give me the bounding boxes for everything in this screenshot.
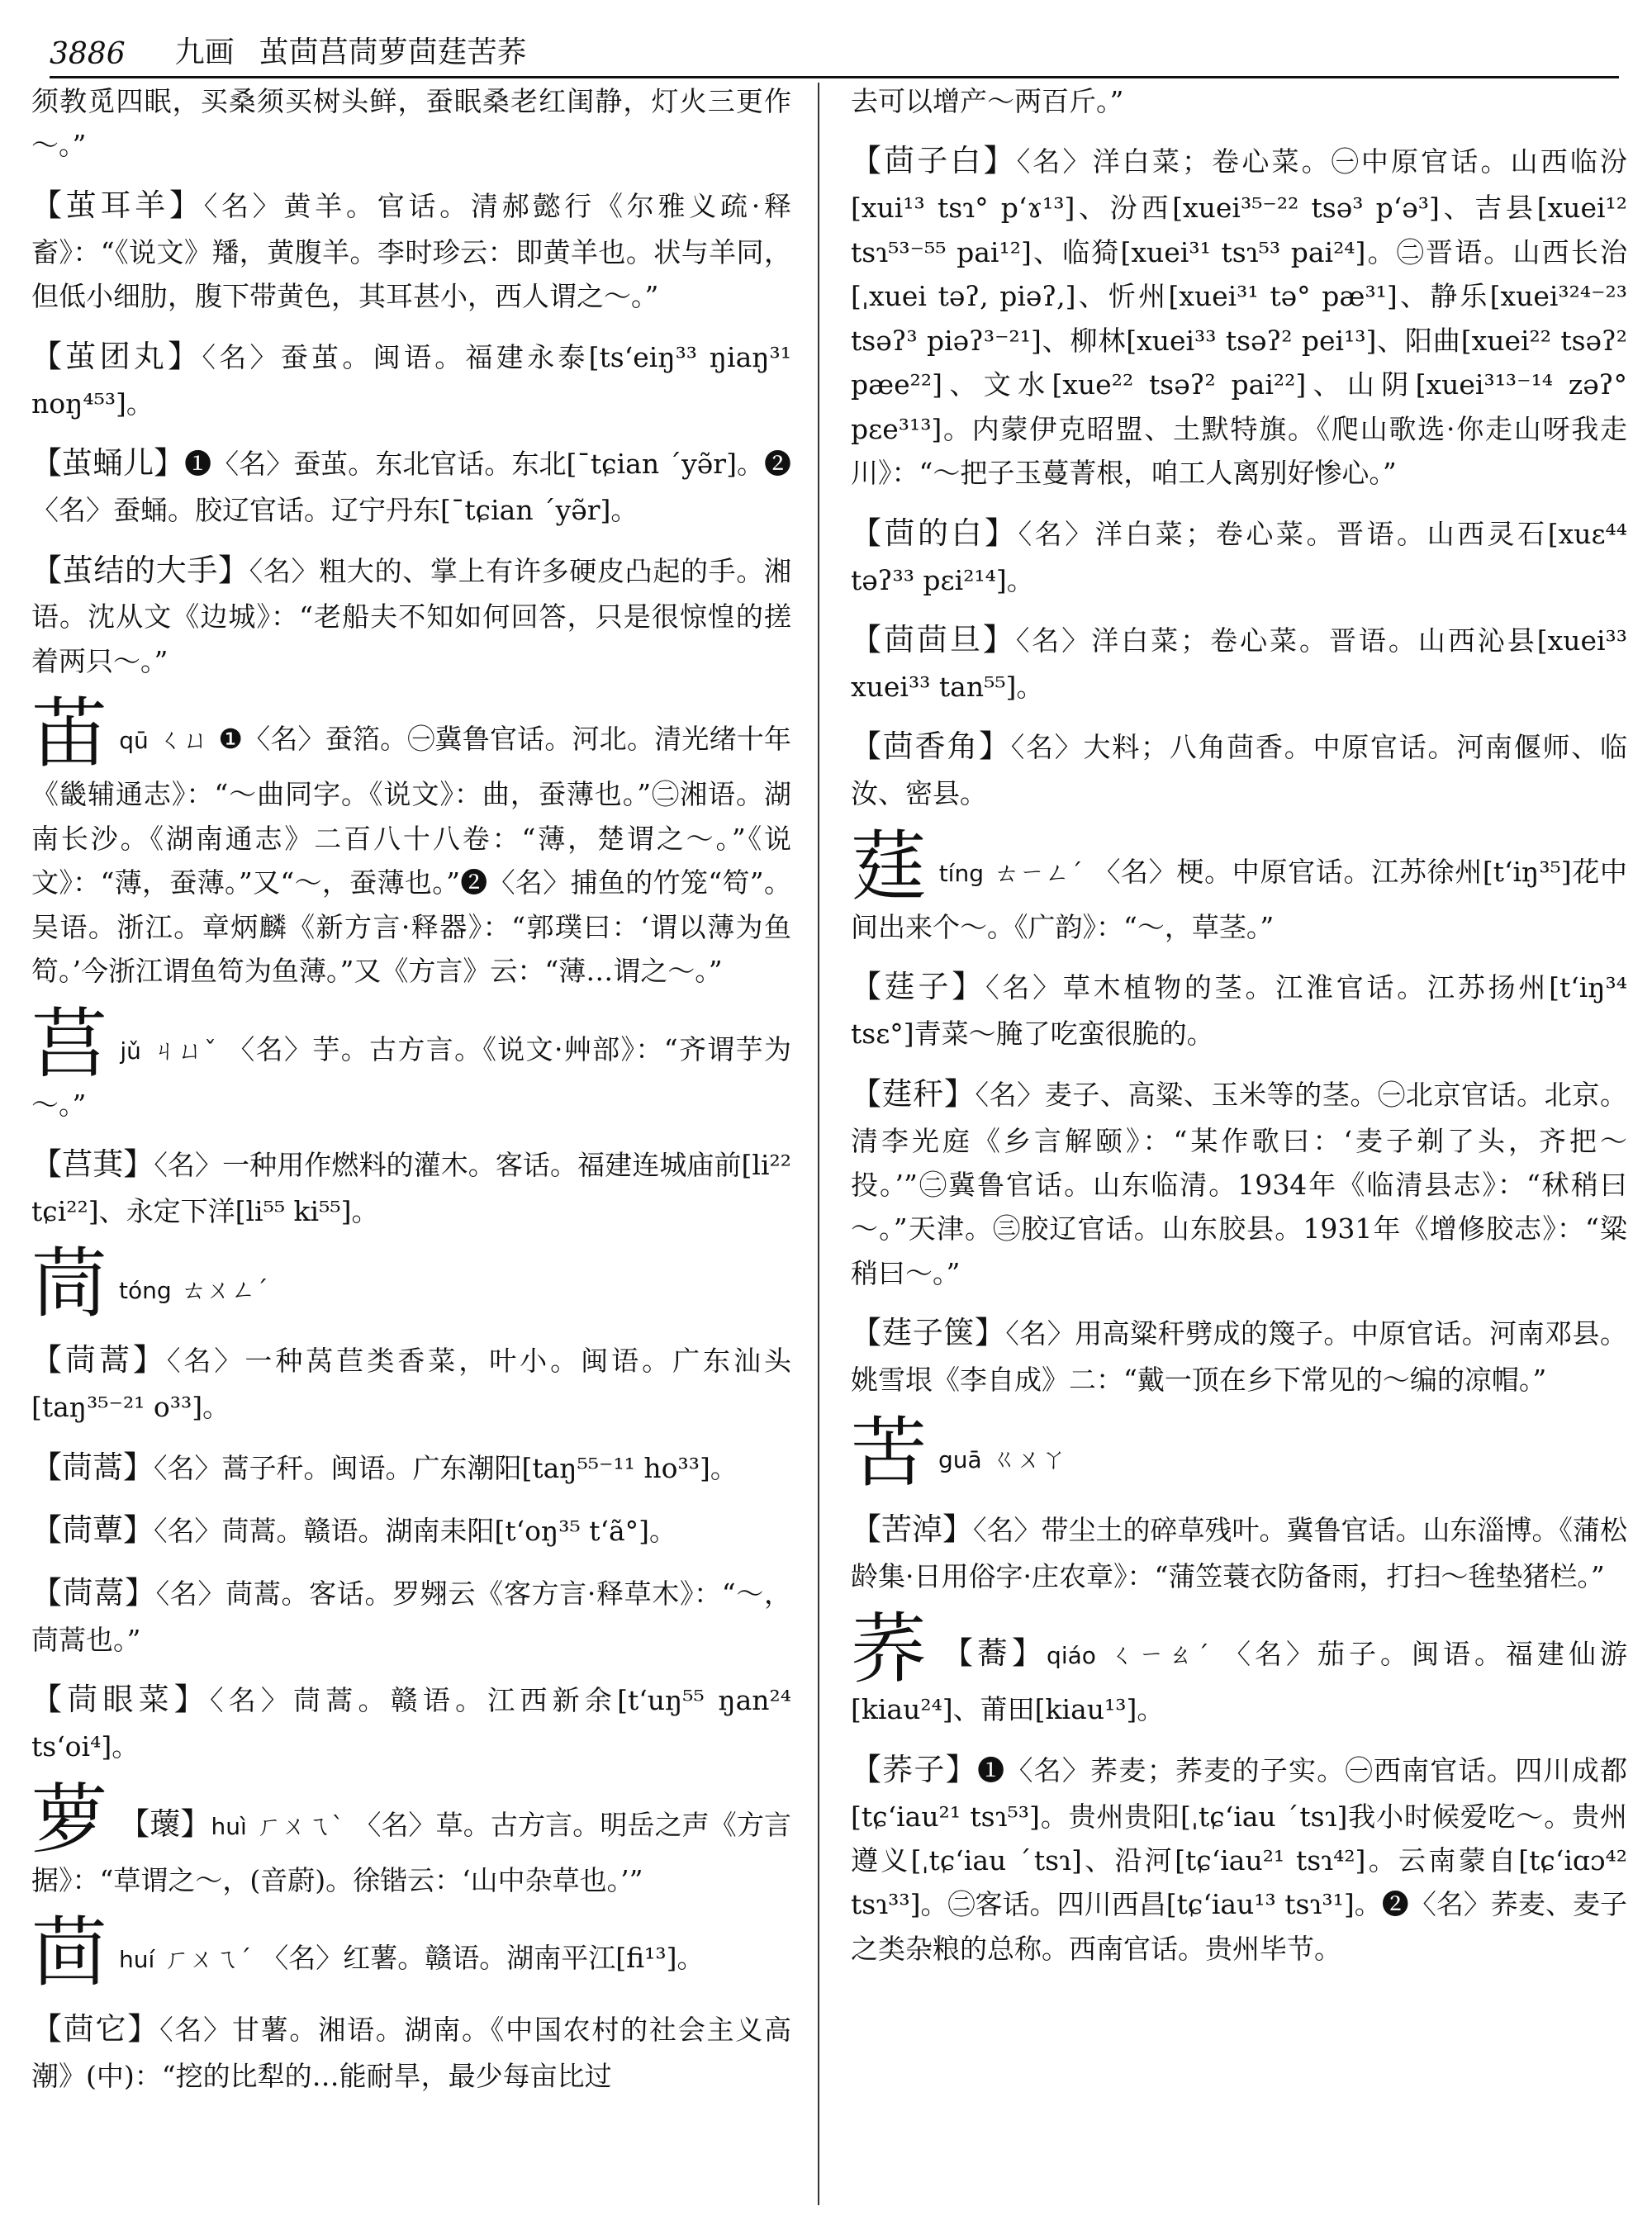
dictionary-entry xyxy=(31,1443,791,1492)
zhuyin: ㄍㄨㄚ xyxy=(991,1445,1066,1474)
dictionary-entry xyxy=(31,1675,791,1768)
entry-headword: 【茴它】 xyxy=(31,2010,160,2047)
entry-definition: 〈名〉芋。古方言。《说文·艸部》：“齐谓芋为～。” xyxy=(31,1032,791,1121)
page-header xyxy=(50,20,1619,78)
pinyin: huí xyxy=(119,1945,155,1973)
entry-definition: 〈名〉梗。中原官话。江苏徐州[t‘iŋ³⁵]花中间出来个～。《广韵》：“～，草茎。” xyxy=(851,855,1627,943)
entry-definition: 须教觅四眠，买桑须买树头鲜，蚕眠桑老红闺静，灯火三更作～。” xyxy=(31,85,791,162)
column-divider xyxy=(818,83,819,2205)
entry-definition: 〈名〉茼蒿。赣语。江西新余[t‘uŋ⁵⁵ ŋan²⁴ ts‘oi⁴]。 xyxy=(31,1684,791,1763)
entry-definition: 〈名〉带尘土的碎草残叶。冀鲁官话。山东淄博。《蒲松龄集·日用俗字·庄农章》：“蒲笠蓑衣防备雨，打扫～毪垫猪栏。” xyxy=(851,1513,1627,1592)
dictionary-entry xyxy=(31,1140,791,1233)
stroke-count: 九画 xyxy=(174,36,235,69)
dictionary-entry xyxy=(851,1745,1627,1971)
entry-headword: 【蘾】 xyxy=(119,1805,211,1842)
entry-headword: 【茴茴旦】 xyxy=(851,621,1016,657)
dictionary-entry xyxy=(851,615,1627,709)
dictionary-entry xyxy=(31,181,791,319)
dictionary-entry xyxy=(31,2005,791,2098)
pinyin: tíng xyxy=(938,859,984,887)
entry-headword: 【蕎】 xyxy=(942,1635,1047,1672)
entry-headword: 【茧结的大手】 xyxy=(31,552,249,588)
head-character: 苦 xyxy=(851,1408,928,1497)
entry-definition: 〈名〉草木植物的茎。江淮官话。江苏扬州[t‘iŋ³⁴ tsɛ°]青菜～腌了吃蛮很脆的。 xyxy=(851,971,1627,1051)
dictionary-entry xyxy=(31,1775,791,1902)
entry-headword: 【茧蛹儿】 xyxy=(31,445,185,482)
zhuyin: ㄊㄧㄥˊ xyxy=(993,858,1084,888)
zhuyin: ㄐㄩˇ xyxy=(150,1036,218,1065)
pinyin: qū xyxy=(119,727,149,755)
dictionary-entry xyxy=(31,1336,791,1429)
entry-headword: 【茼蒿】 xyxy=(31,1449,154,1485)
entry-definition: ❶〈名〉荞麦；荞麦的子实。㊀西南官话。四川成都[tɕ‘iau²¹ tsɿ⁵³]。贵州贵阳[ˌtɕ‘iau ˊtsɿ]我小时候爱吃～。贵州遵义[ˌtɕ‘iau ˊtsɿ]、沿河[tɕ‘iau²¹ tsɿ⁴²]。云南蒙自[tɕ‘iɑɔ⁴² tsɿ³³]。㊁客话。四川西昌[tɕ‘iau¹³ tsɿ³¹]。❷〈名〉荞麦、麦子之类杂粮的总称。西南官话。贵州毕节。 xyxy=(851,1753,1627,1965)
pinyin: huì xyxy=(211,1812,247,1840)
entry-definition: 〈名〉草。古方言。明岳之声《方言据》：“草谓之～，(音蔚)。徐锴云：‘山中杂草也。’” xyxy=(31,1808,791,1896)
pinyin: jǔ xyxy=(120,1037,141,1065)
entry-headword: 【茴子白】 xyxy=(851,143,1017,179)
guide-characters: 茧茴莒茼萝茴莛苦荞 xyxy=(259,36,527,69)
dictionary-entry xyxy=(851,509,1627,602)
entry-definition: 〈名〉洋白菜；卷心菜。晋语。山西灵石[xuɛ⁴⁴ təʔ³³ pɛi²¹⁴]。 xyxy=(851,517,1627,596)
dictionary-entry xyxy=(851,722,1627,815)
dictionary-entry xyxy=(851,962,1627,1056)
entry-definition: 去可以增产～两百斤。” xyxy=(851,85,1124,117)
dictionary-entry xyxy=(851,1408,1627,1497)
zhuyin: ㄑㄩ xyxy=(158,726,209,756)
right-column xyxy=(851,79,1627,2213)
entry-headword: 【茼蒿】 xyxy=(31,1342,167,1378)
entry-definition: 〈名〉洋白菜；卷心菜。晋语。山西沁县[xuei³³ xuei³³ tan⁵⁵]。 xyxy=(851,624,1627,703)
dictionary-entry xyxy=(851,79,1627,123)
entry-headword: 【茴香角】 xyxy=(851,728,1011,765)
head-character: 茼 xyxy=(31,1240,108,1329)
entry-definition: 〈名〉茄子。闽语。福建仙游[kiau²⁴]、莆田[kiau¹³]。 xyxy=(851,1638,1627,1726)
dictionary-entry xyxy=(31,1506,791,1555)
entry-headword: 【莛子箧】 xyxy=(851,1315,1006,1351)
entry-definition: ❶〈名〉蚕茧。东北官话。东北[ˉtɕian ˊyə̃r]。❷〈名〉蚕蛹。胶辽官话。辽宁丹东[ˉtɕian ˊyə̃r]。 xyxy=(31,448,791,527)
entry-definition: 〈名〉茼蒿。客话。罗翙云《客方言·释草木》：“～，茼蒿也。” xyxy=(31,1577,791,1656)
left-column xyxy=(31,79,791,2213)
dictionary-entry xyxy=(851,1070,1627,1296)
entry-headword: 【茴的白】 xyxy=(851,515,1018,551)
dictionary-entry xyxy=(851,1505,1627,1598)
dictionary-entry xyxy=(31,999,791,1127)
pinyin: tóng xyxy=(119,1277,172,1305)
entry-headword: 【茼眼菜】 xyxy=(31,1682,210,1718)
entry-headword: 【苦淖】 xyxy=(851,1511,973,1547)
dictionary-entry xyxy=(851,822,1627,949)
entry-definition: 〈名〉蒿子秆。闽语。广东潮阳[taŋ⁵⁵⁻¹¹ ho³³]。 xyxy=(154,1451,738,1484)
zhuyin: ㄏㄨㄟˊ xyxy=(164,1944,252,1974)
zhuyin: ㄏㄨㄟˋ xyxy=(256,1811,344,1841)
dictionary-entry xyxy=(31,332,791,425)
entry-definition: 〈名〉甘薯。湘语。湖南。《中国农村的社会主义高潮》(中)：“挖的比犁的…能耐旱，最少每亩比过 xyxy=(31,2013,791,2092)
entry-definition: 〈名〉一种用作燃料的灌木。客话。福建连城庙前[li²² tɕi²²]、永定下洋[li⁵⁵ ki⁵⁵]。 xyxy=(31,1149,791,1228)
entry-headword: 【荞子】 xyxy=(851,1751,978,1787)
head-character: 茴 xyxy=(31,1908,108,1997)
dictionary-entry xyxy=(31,690,791,993)
dictionary-entry xyxy=(851,1308,1627,1402)
dictionary-entry xyxy=(31,439,791,532)
entry-headword: 【莒萁】 xyxy=(31,1146,154,1183)
entry-definition: 〈名〉茼蒿。赣语。湖南耒阳[t‘oŋ³⁵ t‘ã°]。 xyxy=(154,1514,676,1547)
page-number: 3886 xyxy=(50,37,126,71)
entry-headword: 【茼蒚】 xyxy=(31,1574,156,1611)
head-character: 莛 xyxy=(851,822,928,911)
entry-headword: 【茧耳羊】 xyxy=(31,187,204,223)
dictionary-entry xyxy=(31,1568,791,1662)
entry-definition: 〈名〉黄羊。官话。清郝懿行《尔雅义疏·释畜》：“《说文》羳，黄腹羊。李时珍云：即黄羊也。状与羊同，但低小细肋，腹下带黄色，其耳甚小，西人谓之～。” xyxy=(31,189,791,313)
dictionary-entry xyxy=(31,1908,791,1997)
dictionary-entry xyxy=(851,1605,1627,1731)
pinyin: guā xyxy=(938,1445,982,1473)
entry-definition: 〈名〉蚕茧。闽语。福建永泰[ts‘eiŋ³³ ŋiaŋ³¹ noŋ⁴⁵³]。 xyxy=(31,340,791,420)
dictionary-entry xyxy=(851,136,1627,495)
dictionary-entry xyxy=(31,79,791,168)
entry-definition: 〈名〉麦子、高粱、玉米等的茎。㊀北京官话。北京。清李光庭《乡言解颐》：“某作歌曰：‘麦子剃了头，齐把～投。’”㊁冀鲁官话。山东临清。1934年《临清县志》：“秫稍曰～。”天津。㊂胶辽官话。山东胶县。1931年《增修胶志》：“粱稍曰～。” xyxy=(851,1078,1627,1289)
entry-definition: ❶〈名〉蚕箔。㊀冀鲁官话。河北。清光绪十年《畿辅通志》：“～曲同字。《说文》：曲，蚕薄也。”㊁湘语。湖南长沙。《湖南通志》二百八十八卷：“薄，楚谓之～。”《说文》：“薄，蚕薄。”又“～，蚕薄也。”❷〈名〉捕鱼的竹笼“笱”。吴语。浙江。章炳麟《新方言·释器》：“郭璞曰：‘谓以薄为鱼笱。’今浙江谓鱼笱为鱼薄。”又《方言》云：“薄…谓之～。” xyxy=(31,723,791,988)
entry-headword: 【莛秆】 xyxy=(851,1075,976,1112)
entry-headword: 【莛子】 xyxy=(851,969,986,1005)
entry-headword: 【茼蕈】 xyxy=(31,1511,154,1548)
head-character: 荞 xyxy=(851,1605,932,1694)
zhuyin: ㄑㄧㄠˊ xyxy=(1105,1641,1213,1671)
head-character: 莒 xyxy=(31,999,109,1089)
pinyin: qiáo xyxy=(1047,1642,1096,1670)
entry-definition: 〈名〉红薯。赣语。湖南平江[fi¹³]。 xyxy=(261,1941,705,1974)
zhuyin: ㄊㄨㄥˊ xyxy=(181,1276,268,1306)
dictionary-entry xyxy=(31,546,791,684)
head-character: 苖 xyxy=(31,690,108,779)
entry-definition: 〈名〉粗大的、掌上有许多硬皮凸起的手。湘语。沈从文《边城》：“老船夫不知如何回答，只是很惊惶的搓着两只～。” xyxy=(31,554,791,677)
entry-headword: 【茧团丸】 xyxy=(31,338,202,374)
entry-definition: 〈名〉大料；八角茴香。中原官话。河南偃师、临汝、密县。 xyxy=(851,731,1627,810)
head-character: 萝 xyxy=(31,1775,108,1864)
entry-definition: 〈名〉一种莴苣类香菜，叶小。闽语。广东汕头[taŋ³⁵⁻²¹ o³³]。 xyxy=(31,1345,791,1424)
entry-definition: 〈名〉洋白菜；卷心菜。㊀中原官话。山西临汾[xui¹³ tsɿ° p‘ɤ¹³]、汾西[xuei³⁵⁻²² tsə³ p‘ə³]、吉县[xuei¹² tsɿ⁵³⁻⁵⁵ pai¹²]、临猗[xuei³¹ tsɿ⁵³ pai²⁴]。㊁晋语。山西长治[ˌxuei təʔ, piəʔ,]、忻州[xuei³¹ tə° pæ³¹]、静乐[xuei³²⁴⁻²³ tsəʔ³ piəʔ³⁻²¹]、柳林[xuei³³ tsəʔ² pei¹³]、阳曲[xuei²² tsəʔ² pæe²²]、文水[xue²² tsəʔ² pai²²]、山阴[xuei³¹³⁻¹⁴ zəʔ° pɛe³¹³]。内蒙伊克昭盟、土默特旗。《爬山歌选·你走山呀我走川》：“～把子玉蔓菁根，咱工人离别好惨心。” xyxy=(851,145,1627,490)
dictionary-entry xyxy=(31,1240,791,1329)
entry-definition: 〈名〉用高粱秆劈成的篾子。中原官话。河南邓县。姚雪垠《李自成》二：“戴一顶在乡下常见的～编的凉帽。” xyxy=(851,1317,1627,1397)
